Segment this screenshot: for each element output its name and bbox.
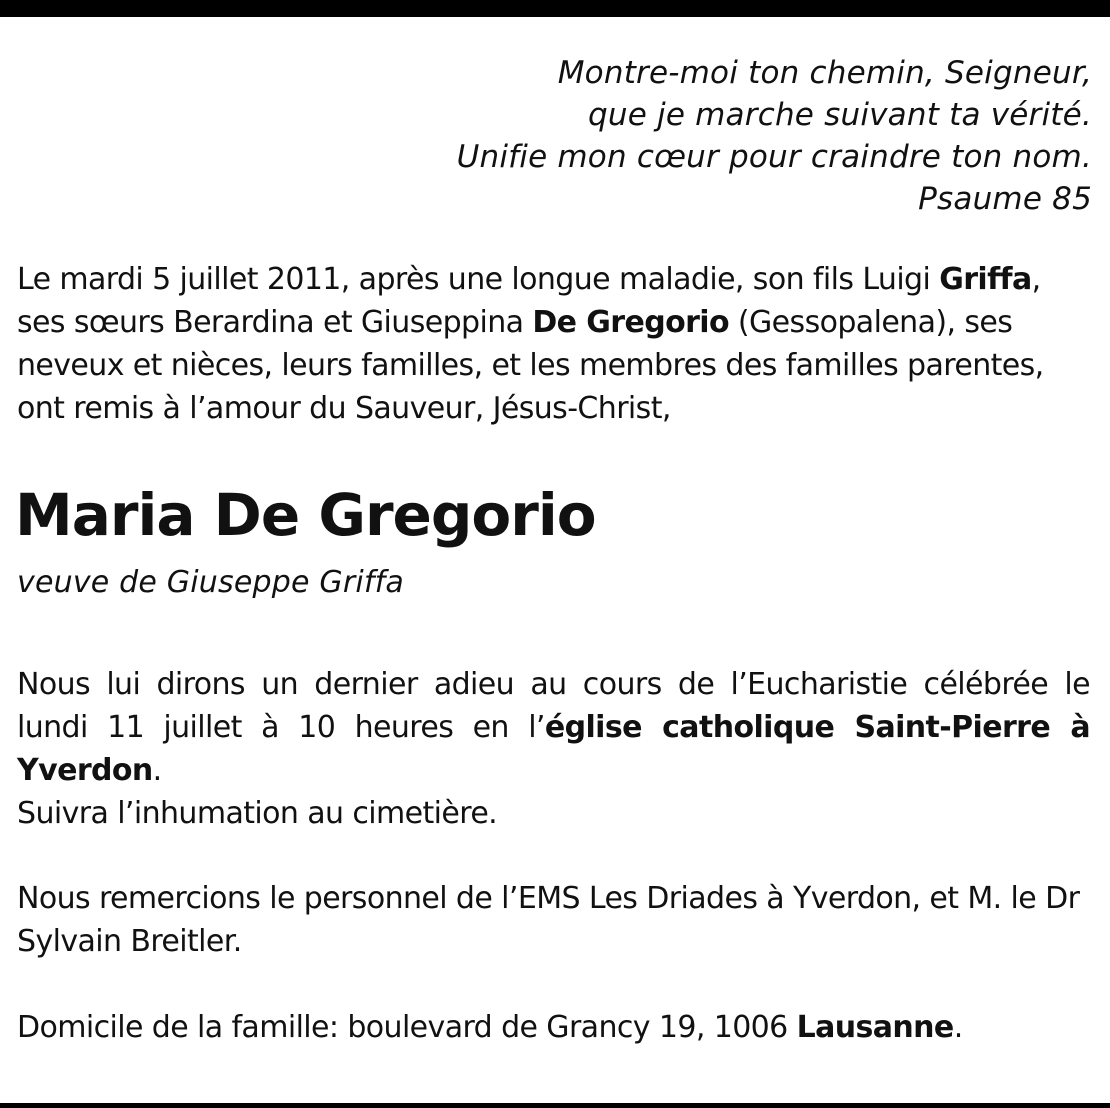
ceremony-line — [17, 706, 1090, 749]
intro-text: ses sœurs Berardina et Giuseppina — [17, 305, 533, 340]
intro-bold-name: Griffa — [939, 262, 1032, 297]
address-line — [17, 1006, 1090, 1049]
intro-line — [17, 301, 1097, 344]
address-text: Domicile de la famille: boulevard de Grancy 19, 1006 — [17, 1010, 797, 1045]
ceremony-place: église catholique Saint-Pierre à — [544, 710, 1090, 745]
ceremony-place: Yverdon — [17, 753, 153, 788]
intro-line: ont remis à l’amour du Sauveur, Jésus-Christ, — [17, 391, 671, 426]
deceased-subtitle: veuve de Giuseppe Griffa — [17, 565, 404, 600]
ceremony-line — [17, 749, 1090, 792]
intro-text: , — [1031, 262, 1041, 297]
intro-line: neveux et nièces, leurs familles, et les membres des familles parentes, — [17, 348, 1044, 383]
ceremony-paragraph — [17, 663, 1090, 835]
ceremony-text: lundi 11 juillet à 10 heures en l’ — [17, 710, 545, 745]
ceremony-text: . — [152, 753, 162, 788]
intro-line — [17, 258, 1097, 301]
address-text: . — [953, 1010, 963, 1045]
top-border-rule — [0, 0, 1110, 17]
announcement-intro — [17, 258, 1097, 430]
thanks-line: Nous remercions le personnel de l’EMS Les Driades à Yverdon, et M. le Dr — [17, 881, 1080, 916]
thanks-paragraph — [17, 877, 1090, 963]
epigraph-quote — [92, 52, 1092, 220]
intro-text: Le mardi 5 juillet 2011, après une longue maladie, son fils Luigi — [17, 262, 940, 297]
family-address — [17, 1006, 1090, 1049]
address-city: Lausanne — [796, 1010, 954, 1045]
burial-line: Suivra l’inhumation au cimetière. — [17, 796, 498, 831]
epigraph-source: Psaume 85 — [918, 181, 1092, 217]
thanks-line: Sylvain Breitler. — [17, 924, 242, 959]
ceremony-line: Nous lui dirons un dernier adieu au cours de l’Eucharistie célébrée le — [17, 667, 1090, 702]
intro-bold-name: De Gregorio — [532, 305, 729, 340]
intro-text: (Gessopalena), ses — [729, 305, 1013, 340]
epigraph-line: Montre-moi ton chemin, Seigneur, — [557, 55, 1092, 91]
deceased-name: Maria De Gregorio — [15, 481, 596, 549]
epigraph-line: Unifie mon cœur pour craindre ton nom. — [456, 139, 1092, 175]
bottom-border-rule — [0, 1103, 1110, 1108]
epigraph-line: que je marche suivant ta vérité. — [587, 97, 1092, 133]
